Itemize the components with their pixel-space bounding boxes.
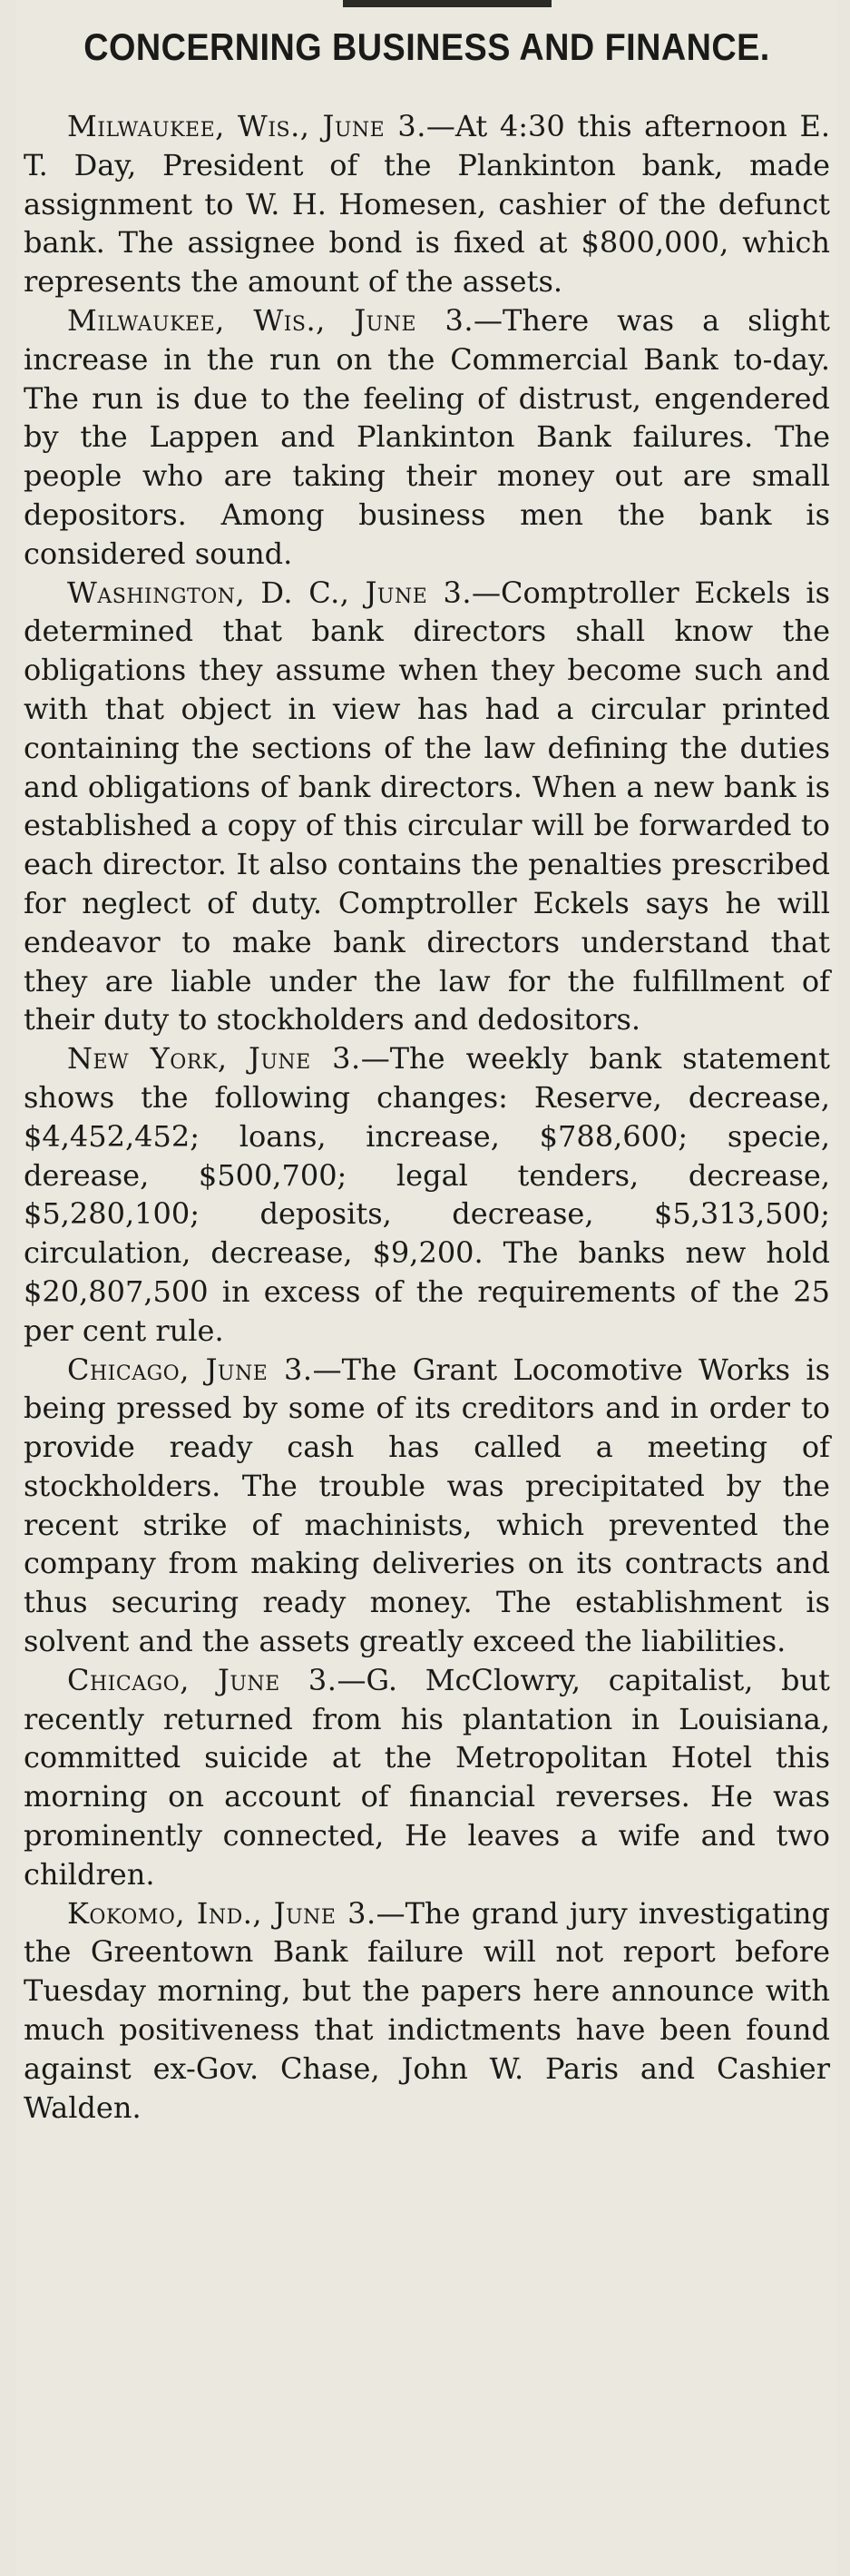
top-rule — [343, 0, 552, 7]
newspaper-column — [16, 0, 837, 2576]
article-body: —Comptroller Eckels is determined that bank directors shall know the obligations they assume when they become such and with that object in view has had a circular printed containing the sections of the law defining the duties and obligations of bank directors. When a new bank is established a copy of this circular will be forwarded to each director. It also contains the penalties prescribed for neglect of duty. Comptroller Eckels says he will endeavor to make bank directors understand that they are liable under the law for the fulfillment of their duty to stockholders and dedositors. — [24, 575, 830, 1037]
article-washington-comptroller — [24, 574, 830, 1040]
dateline: Milwaukee, Wis., June 3. — [67, 302, 474, 338]
article-list — [24, 107, 830, 2127]
article-chicago-locomotive — [24, 1351, 830, 1661]
article-milwaukee-assignment — [24, 107, 830, 301]
article-body: —The grand jury investigating the Greentown Bank failure will not report before Tuesday morning, but the papers here announce with much positiveness that indictments have been found against ex-Gov. Chase, John W. Paris and Cashier Walden. — [24, 1895, 831, 2125]
dateline: Chicago, June 3. — [67, 1352, 313, 1387]
article-body: —The weekly bank statement shows the following changes: Reserve, decrease, $4,452,452; loans, increase, $788,600; specie, derease, $500,700; legal tenders, decrease, $5,280,100; deposits, decrease, $5,313,500; circulation, decrease, $9,200. The banks new hold $20,807,500 in excess of the requirements of the 25 per cent rule. — [24, 1041, 831, 1348]
article-chicago-suicide — [24, 1661, 830, 1894]
dateline: Kokomo, Ind., June 3. — [67, 1895, 376, 1931]
article-body: —At 4:30 this afternoon E. T. Day, President of the Plankinton bank, made assignment to W. H. Homesen, cashier of the defunct bank. The assignee bond is fixed at $800,000, which represents the amount of the assets. — [24, 109, 831, 300]
article-milwaukee-run — [24, 301, 830, 574]
article-kokomo-grand-jury — [24, 1894, 830, 2128]
dateline: Milwaukee, Wis., June 3. — [67, 109, 426, 143]
article-body: —There was a slight increase in the run on the Commercial Bank to-day. The run is due to the feeling of distrust, engendered by the Lappen and Plankinton Bank failures. The people who are taking their money out are small depositors. Among business men the bank is considered sound. — [24, 302, 830, 571]
article-new-york-bank-statement — [24, 1039, 830, 1350]
article-body: —G. McClowry, capitalist, but recently returned from his plantation in Louisiana, committed suicide at the Metropolitan Hotel this morning on account of financial reverses. He was prominently connected, He leaves a wife and two children. — [24, 1662, 830, 1892]
article-body: —The Grant Locomotive Works is being pressed by some of its creditors and in order to provide ready cash has called a meeting of stockholders. The trouble was precipitated by the recent strike of machinists, which prevented the company from making deliveries on its contracts and thus securing ready money. The establishment is solvent and the assets greatly exceed the liabilities. — [24, 1352, 830, 1659]
dateline: Chicago, June 3. — [67, 1662, 337, 1697]
dateline: Washington, D. C., June 3. — [67, 575, 472, 610]
dateline: New York, June 3. — [67, 1041, 361, 1077]
headline: CONCERNING BUSINESS AND FINANCE. — [83, 25, 770, 68]
